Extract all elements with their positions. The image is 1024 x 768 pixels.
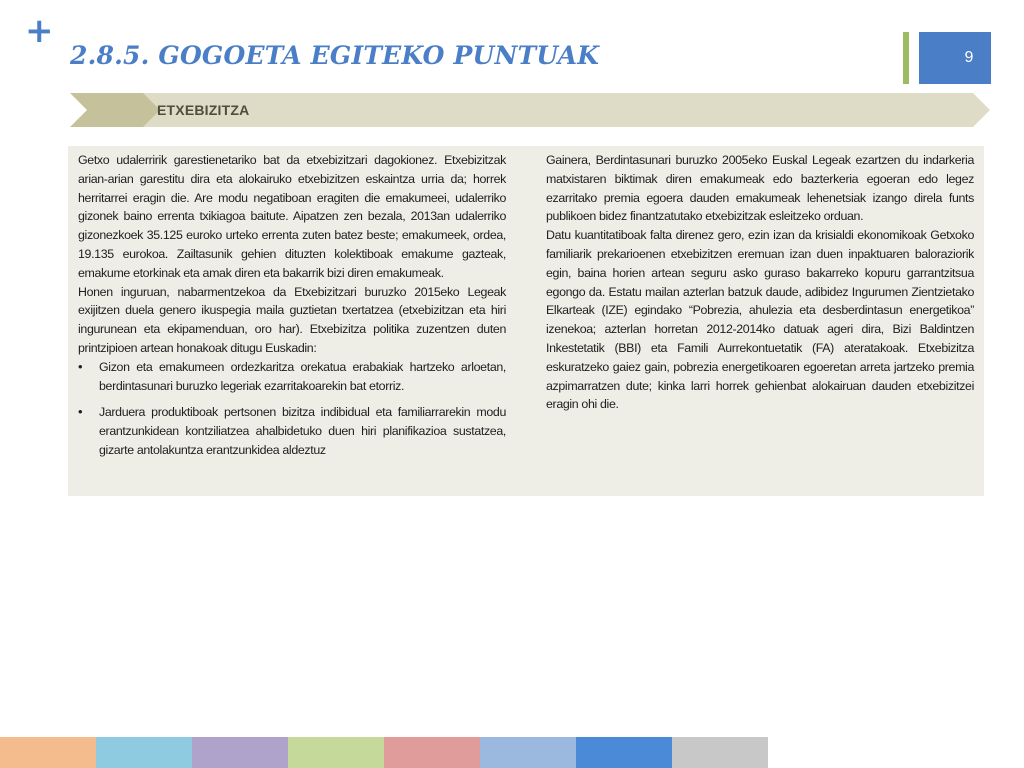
bullet-list bbox=[78, 358, 506, 460]
left-paragraph-2: Honen inguruan, nabarmentzekoa da Etxebizitzari buruzko 2015eko Legeak exijitzen duela genero ikuspegia maila guztietan txertatzea (etxebizitzan eta hiri ingurunean eta ekipamenduan, oro har). Etxebizitza politika zuzentzen duten printzipioen artean honakoak ditugu Euskadin: bbox=[78, 284, 506, 355]
right-column bbox=[546, 151, 974, 414]
content-panel bbox=[68, 146, 984, 496]
bullet-text: Jarduera produktiboak pertsonen bizitza indibidual eta familiarrarekin modu erantzunkidean kontziliatzea ahalbidetuko duen hiri planifikazioa sustatzea, gizarte antolakuntza erantzunkidea aldeztuz bbox=[99, 405, 506, 457]
list-item bbox=[78, 403, 506, 459]
footer-color-block bbox=[576, 737, 672, 768]
bullet-icon: • bbox=[78, 404, 83, 420]
footer-color-block bbox=[192, 737, 288, 768]
bullet-icon: • bbox=[78, 358, 83, 374]
footer-color-block bbox=[288, 737, 384, 768]
page-number-badge bbox=[919, 32, 991, 84]
left-column bbox=[78, 151, 506, 468]
right-paragraph-1: Gainera, Berdintasunari buruzko 2005eko Euskal Legeak ezartzen du indarkeria matxistaren biktimak diren emakumeak edo bazterkeria egoeran edo legez ezarritako premia egoera dauden emakumeak lehenetsiak izango direla funts publikoen bidez finantzatutako etxebizitzak esleitzeko orduan. bbox=[546, 153, 974, 224]
footer-color-block bbox=[384, 737, 480, 768]
footer-color-block bbox=[96, 737, 192, 768]
accent-divider bbox=[903, 32, 909, 84]
left-paragraph-1: Getxo udalerririk garestienetariko bat da etxebizitzari dagokionez. Etxebizitzak arian-arian garestitu dira eta alokairuko etxebizitzen eskaintza urria da; horrek herritarrei eragin die. Are modu negatiboan eragiten die emakumeei, udalerriko gizonek baino errenta txikiagoa baitute. Aipatzen zen bezala, 2013an udalerriko gizonezkoek 35.125 euroko urteko errenta zuten batez beste; emakumeek, ordea, 19.135 eurokoa. Zailtasunik gehien dituzten kolektiboak emakume gazteak, emakume etorkinak eta amak diren eta bakarrik bizi diren emakumeak. bbox=[78, 153, 506, 280]
section-label: ETXEBIZITZA bbox=[157, 102, 250, 118]
footer-color-block bbox=[672, 737, 768, 768]
footer-color-block bbox=[0, 737, 96, 768]
section-arrow-body bbox=[132, 93, 990, 127]
footer-color-strip bbox=[0, 737, 768, 768]
list-item bbox=[78, 358, 506, 396]
bullet-text: Gizon eta emakumeen ordezkaritza orekatua erabakiak hartzeko arloetan, berdintasunari buruzko legeriak ezarritakoarekin bat etorriz. bbox=[99, 359, 506, 393]
slide-title: 2.8.5. GOGOETA EGITEKO PUNTUAK bbox=[70, 41, 600, 70]
footer-color-block bbox=[480, 737, 576, 768]
section-arrow-tab bbox=[70, 93, 160, 127]
page-number: 9 bbox=[964, 49, 974, 66]
plus-icon: + bbox=[25, 11, 54, 51]
right-paragraph-2: Datu kuantitatiboak falta direnez gero, ezin izan da krisialdi ekonomikoak Getxoko familiarik prekarioenen etxebizitzen eremuan izan duen inpaktuaren baloraziorik egin, baina horien artean seguru asko guraso bakarreko kopuru garrantzitsua egongo da. Estatu mailan azterlan batzuk daude, adibidez Ingurumen Zientzietako Elkarteak (IZE) egindako “Pobrezia, ahulezia eta desberdintasun energetikoa” izenekoa; azterlan horretan 2012-2014ko datuak ageri dira, Bizi Baldintzen Inkestetatik (BBI) eta Famili Aurrekontuetatik (FA) ateratakoak. Etxebizitza eskuratzeko gaiez gain, pobrezia energetikoaren egoeretan arreta jartzeko premia azpimarratzen dute; kinka larri horrek gehienbat alokairuan dauden etxebizitzei eragin ohi die. bbox=[546, 228, 974, 412]
